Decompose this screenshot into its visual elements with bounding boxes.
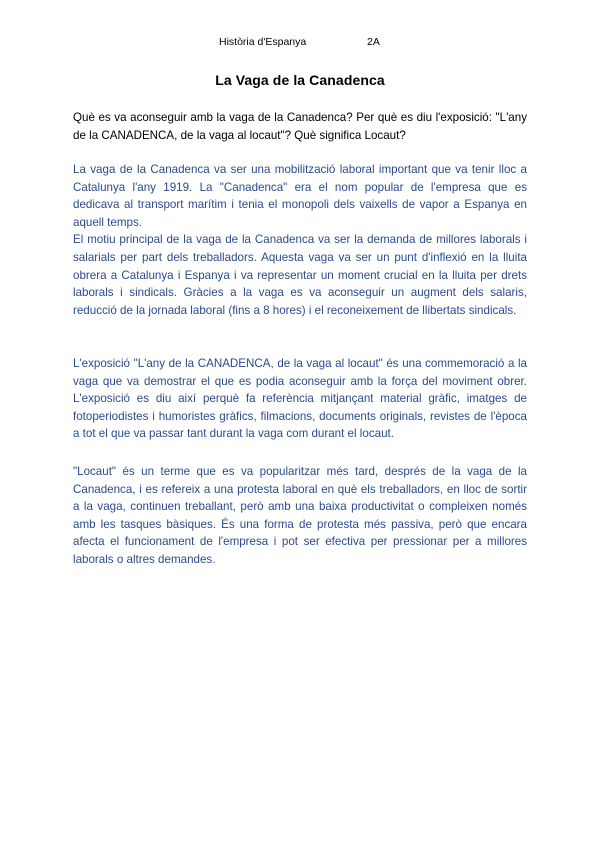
header-group: 2A xyxy=(367,36,380,48)
answer-block-2 xyxy=(73,355,527,443)
question-paragraph: Què es va aconseguir amb la vaga de la Canadenca? Per què es diu l'exposició: "L'any de la CANADENCA, de la vaga al locaut"? Què significa Locaut? xyxy=(73,111,527,142)
answer-block-1 xyxy=(73,161,527,319)
answer-paragraph: "Locaut" és un terme que es va popularitzar més tard, després de la vaga de la Canadenca, i es refereix a una protesta laboral en què els treballadors, en lloc de sortir a la vaga, continuen treballant, però amb una baixa productivitat o compleixen només amb les tasques bàsiques. És una forma de protesta més passiva, però que encara afecta el funcionament de l'empresa i pot ser efectiva per pressionar per a millores laborals o altres demandes. xyxy=(73,465,527,566)
answer-paragraph: La vaga de la Canadenca va ser una mobilització laboral important que va tenir lloc a Catalunya l'any 1919. La "Canadenca" era el nom popular de l'empresa que es dedicava al transport marítim i tenia el monopoli dels vaixells de vapor a Espanya en aquell temps. xyxy=(73,163,527,229)
answer-paragraph: L'exposició "L'any de la CANADENCA, de la vaga al locaut" és una commemoració a la vaga que va demostrar el que es podia aconseguir amb la força del moviment obrer. L'exposició es diu així perquè fa referència mitjançant material gràfic, imatges de fotoperiodistes i humoristes gràfics, filmacions, documents originals, revistes de l'època a tot el que va passar tant durant la vaga com durant el locaut. xyxy=(73,357,527,441)
document-title: La Vaga de la Canadenca xyxy=(215,72,385,88)
page-header xyxy=(0,36,600,50)
answer-block-3 xyxy=(73,463,527,569)
header-subject: Història d'Espanya xyxy=(219,36,307,48)
answer-paragraph: El motiu principal de la vaga de la Canadenca va ser la demanda de millores laborals i salarials per part dels treballadors. Aquesta vaga va ser un punt d'inflexió en la lluita obrera a Catalunya i Espanya i va representar un moment crucial en la lluita per drets laborals i sindicals. Gràcies a la vaga es va aconseguir un augment dels salaris, reducció de la jornada laboral (fins a 8 hores) i el reconeixement de llibertats sindicals. xyxy=(73,233,527,317)
